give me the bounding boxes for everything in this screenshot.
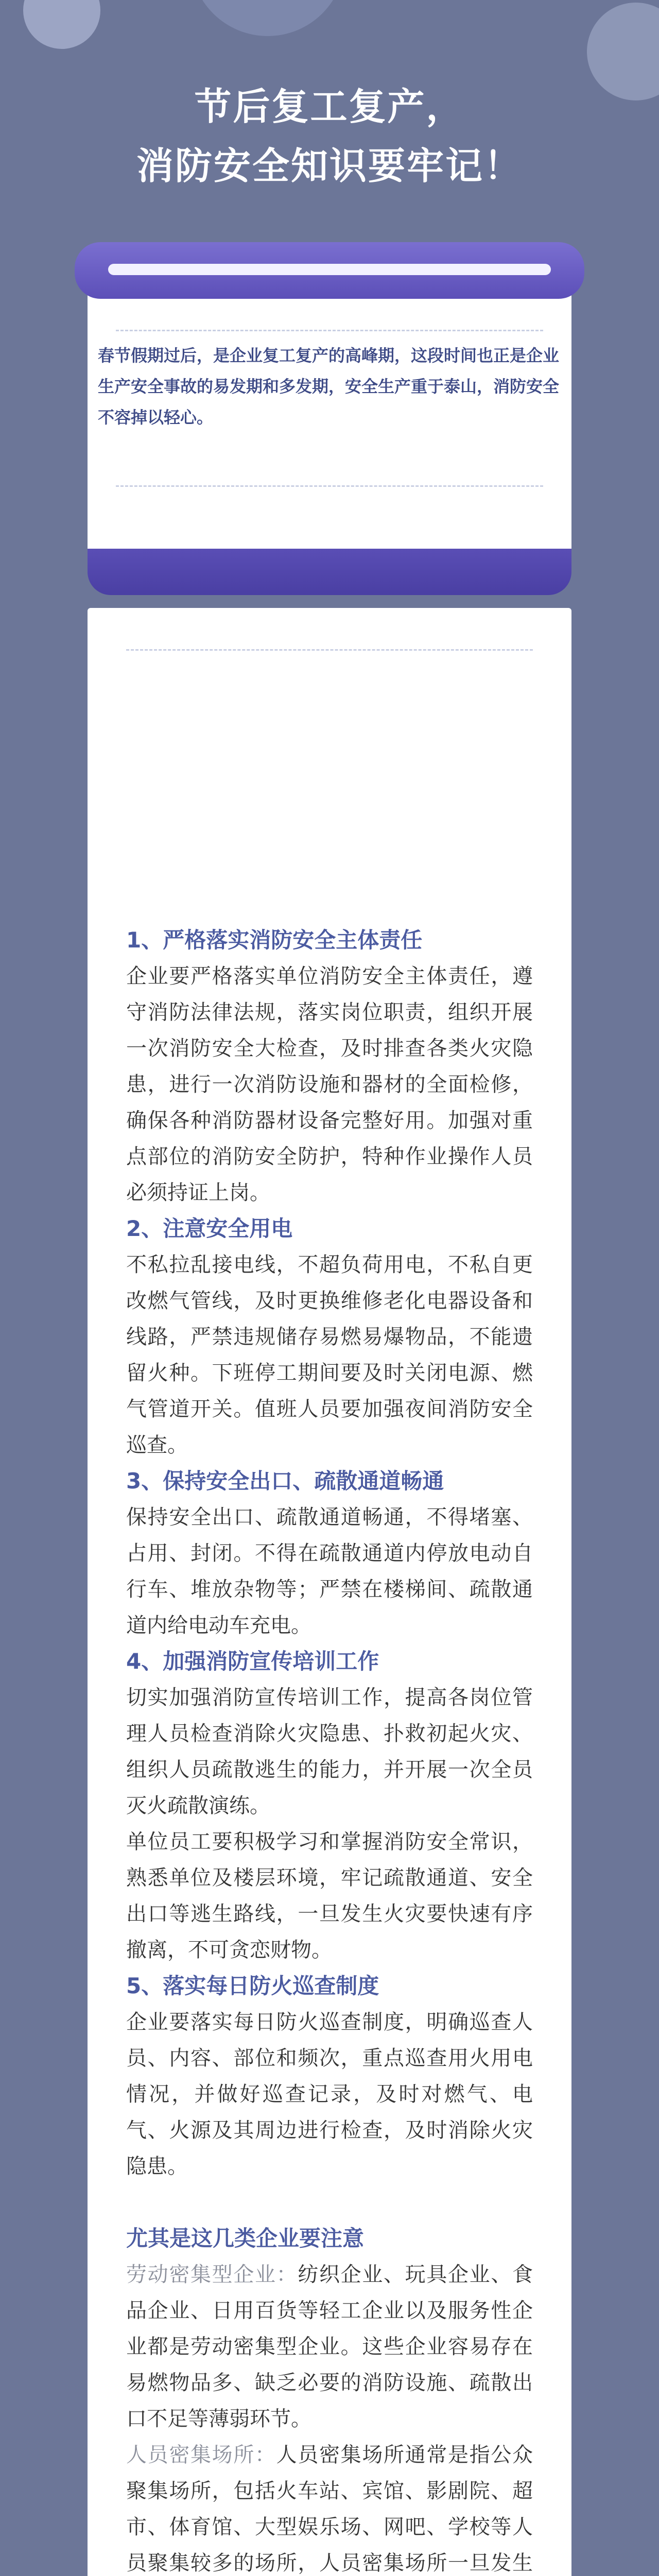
section-title: 3、保持安全出口、疏散通道畅通 xyxy=(126,1468,444,1494)
intro-card xyxy=(88,276,571,549)
special-item xyxy=(126,2257,533,2437)
section-title: 1、严格落实消防安全主体责任 xyxy=(126,927,423,953)
title-line-2: 消防安全知识要牢记！ xyxy=(136,144,523,188)
intro-text: 春节假期过后，是企业复工复产的高峰期，这段时间也正是企业生产安全事故的易发期和多发期，安全生产重于泰山，消防安全不容掉以轻心。 xyxy=(98,346,560,427)
bg-circle-decor xyxy=(23,0,100,49)
section-paragraph: 保持安全出口、疏散通道畅通，不得堵塞、占用、封闭。不得在疏散通道内停放电动自行车、堆放杂物等；严禁在楼梯间、疏散通道内给电动车充电。 xyxy=(126,1505,533,1637)
divider xyxy=(126,649,533,651)
section xyxy=(126,1463,533,1643)
special-item xyxy=(126,2437,533,2576)
special-term: 人员密集场所： xyxy=(126,2443,276,2467)
special-text: 纺织企业、玩具企业、食品企业、日用百货等轻工企业以及服务性企业都是劳动密集型企业。这些企业容易存在易燃物品多、缺乏必要的消防设施、疏散出口不足等薄弱环节。 xyxy=(126,2263,533,2431)
content-body xyxy=(126,922,533,2576)
special-term: 劳动密集型企业： xyxy=(126,2263,298,2286)
section-paragraph: 企业要落实每日防火巡查制度，明确巡查人员、内容、部位和频次，重点巡查用火用电情况，并做好巡查记录，及时对燃气、电气、火源及其周边进行检查，及时消除火灾隐患。 xyxy=(126,2010,533,2178)
section xyxy=(126,922,533,1211)
section-title: 2、注意安全用电 xyxy=(126,1216,293,1241)
scroll-bottom-roll xyxy=(88,549,571,595)
scroll-top-roll xyxy=(75,242,584,299)
section xyxy=(126,1643,533,1968)
bg-circle-decor xyxy=(190,0,345,36)
special-title: 尤其是这几类企业要注意 xyxy=(126,2226,365,2251)
section-paragraph: 单位员工要积极学习和掌握消防安全常识，熟悉单位及楼层环境，牢记疏散通道、安全出口等逃生路线，一旦发生火灾要快速有序撤离，不可贪恋财物。 xyxy=(126,1830,533,1962)
scroll-slot xyxy=(108,264,551,275)
section-paragraph: 企业要严格落实单位消防安全主体责任，遵守消防法律法规，落实岗位职责，组织开展一次消防安全大检查，及时排查各类火灾隐患，进行一次消防设施和器材的全面检修，确保各种消防器材设备完整好用。加强对重点部位的消防安全防护，特种作业操作人员必须持证上岗。 xyxy=(126,964,533,1205)
section-paragraph: 不私拉乱接电线，不超负荷用电，不私自更改燃气管线，及时更换维修老化电器设备和线路，严禁违规储存易燃易爆物品，不能遗留火种。下班停工期间要及时关闭电源、燃气管道开关。值班人员要加强夜间消防安全巡查。 xyxy=(126,1253,533,1457)
title-line-1: 节后复工复产， xyxy=(194,85,465,128)
section-title: 5、落实每日防火巡查制度 xyxy=(126,1973,379,1998)
section-paragraph: 切实加强消防宣传培训工作，提高各岗位管理人员检查消除火灾隐患、扑救初起火灾、组织人员疏散逃生的能力，并开展一次全员灭火疏散演练。 xyxy=(126,1686,533,1818)
content-card xyxy=(88,608,571,2576)
section-title: 4、加强消防宣传培训工作 xyxy=(126,1649,379,1674)
section xyxy=(126,1968,533,2184)
section xyxy=(126,1211,533,1463)
special-text: 人员密集场所通常是指公众聚集场所，包括火车站、宾馆、影剧院、超市、体育馆、大型娱乐场、网吧、学校等人员聚集较多的场所，人员密集场所一旦发生 xyxy=(126,2443,533,2575)
page-title xyxy=(0,77,659,196)
